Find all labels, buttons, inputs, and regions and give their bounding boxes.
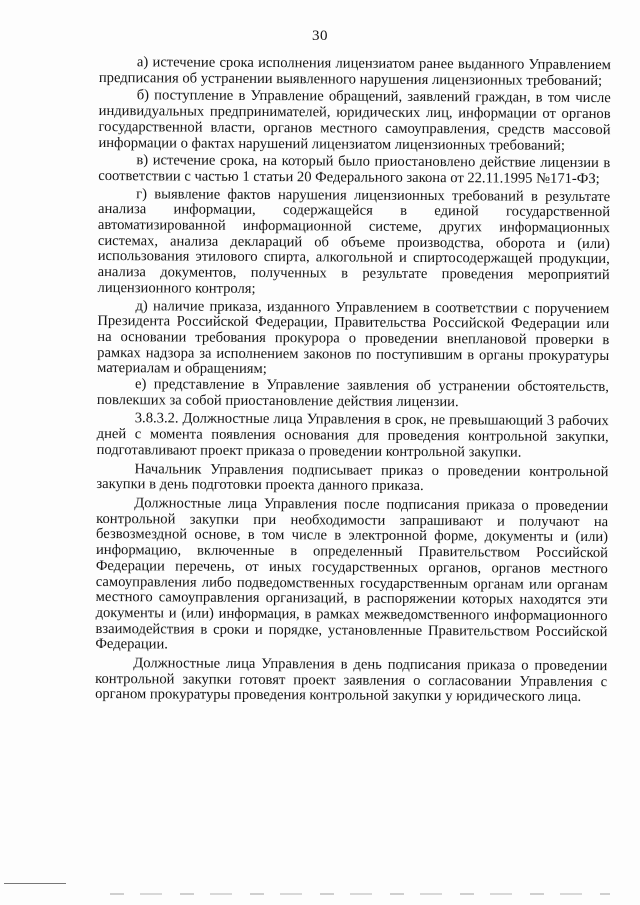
paragraph-section-3-8-3-2: 3.8.3.2. Должностные лица Управления в срок, не превышающий 3 рабочих дней с момента появления основания для проведения контрольной закупки, подготавливают проект приказа о проведении контрольной закупки. bbox=[96, 410, 609, 461]
paragraph-item-g: г) выявление фактов нарушения лицензионных требований в результате анализа информации, содержащейся в единой государственной автоматизированной информационной системе, других информационных системах, анализа деклараций об объеме производства, оборота и (или) использования этилового спирта, алкогольной и спиртосодержащей продукции, анализа документов, полученных в результате проведения мероприятий лицензионного контроля; bbox=[97, 185, 611, 297]
paragraph-item-v: в) истечение срока, на который было приостановлено действие лицензии в соответствии с частью 1 статьи 20 Федерального закона от 22.11.1995 №171-ФЗ; bbox=[98, 152, 611, 187]
paragraph-prosecutor-application: Должностные лица Управления в день подписания приказа о проведении контрольной закупки готовят проект заявления о согласовании Управления с органом прокуратуры проведения контрольной закупки у юридического лица. bbox=[95, 655, 608, 706]
paragraph-head-signs-order: Начальник Управления подписывает приказ о проведении контрольной закупки в день подготовки проекта данного приказа. bbox=[96, 460, 609, 495]
scan-artifact-line bbox=[110, 893, 610, 895]
paragraph-interagency-request: Должностные лица Управления после подписания приказа о проведении контрольной закупки при необходимости запрашивают и получают на безвозмездной основе, в том числе в электронной форме, документы и (или) информацию, включенные в определенный Правительством Российской Федерации перечень, от иных государственных органов, органов местного самоуправления либо подведомственных государственным органам или органам местного самоуправления организаций, в распоряжении которых находятся эти документы и (или) информация, в рамках межведомственного информационного взаимодействия в сроки и порядке, установленные Правительством Российской Федерации. bbox=[95, 495, 609, 653]
document-body bbox=[95, 55, 611, 706]
footer-rule bbox=[4, 883, 66, 884]
page-number: 30 bbox=[312, 28, 328, 44]
paragraph-item-e: е) представление в Управление заявления об устранении обстоятельств, повлекших за собой приостановление действия лицензии. bbox=[96, 376, 610, 410]
paragraph-item-d: д) наличие приказа, изданного Управлением в соответствии с поручением Президента Российской Федерации, Правительства Российской Федерации или на основании требования прокурора о проведении внеплановой проверки в рамках надзора за исполнением законов по поступившим в органы прокуратуры материалам и обращениям; bbox=[97, 297, 610, 378]
paragraph-item-b: б) поступление в Управление обращений, заявлений граждан, в том числе индивидуальных предпринимателей, юридических лиц, информации от органов государственной власти, органов местного самоуправления, средств массовой информации о фактах нарушений лицензиатом лицензионных требований; bbox=[98, 87, 611, 154]
paragraph-item-a: а) истечение срока исполнения лицензиатом ранее выданного Управлением предписания об устранении выявленного нарушения лицензионных требований; bbox=[98, 54, 611, 89]
